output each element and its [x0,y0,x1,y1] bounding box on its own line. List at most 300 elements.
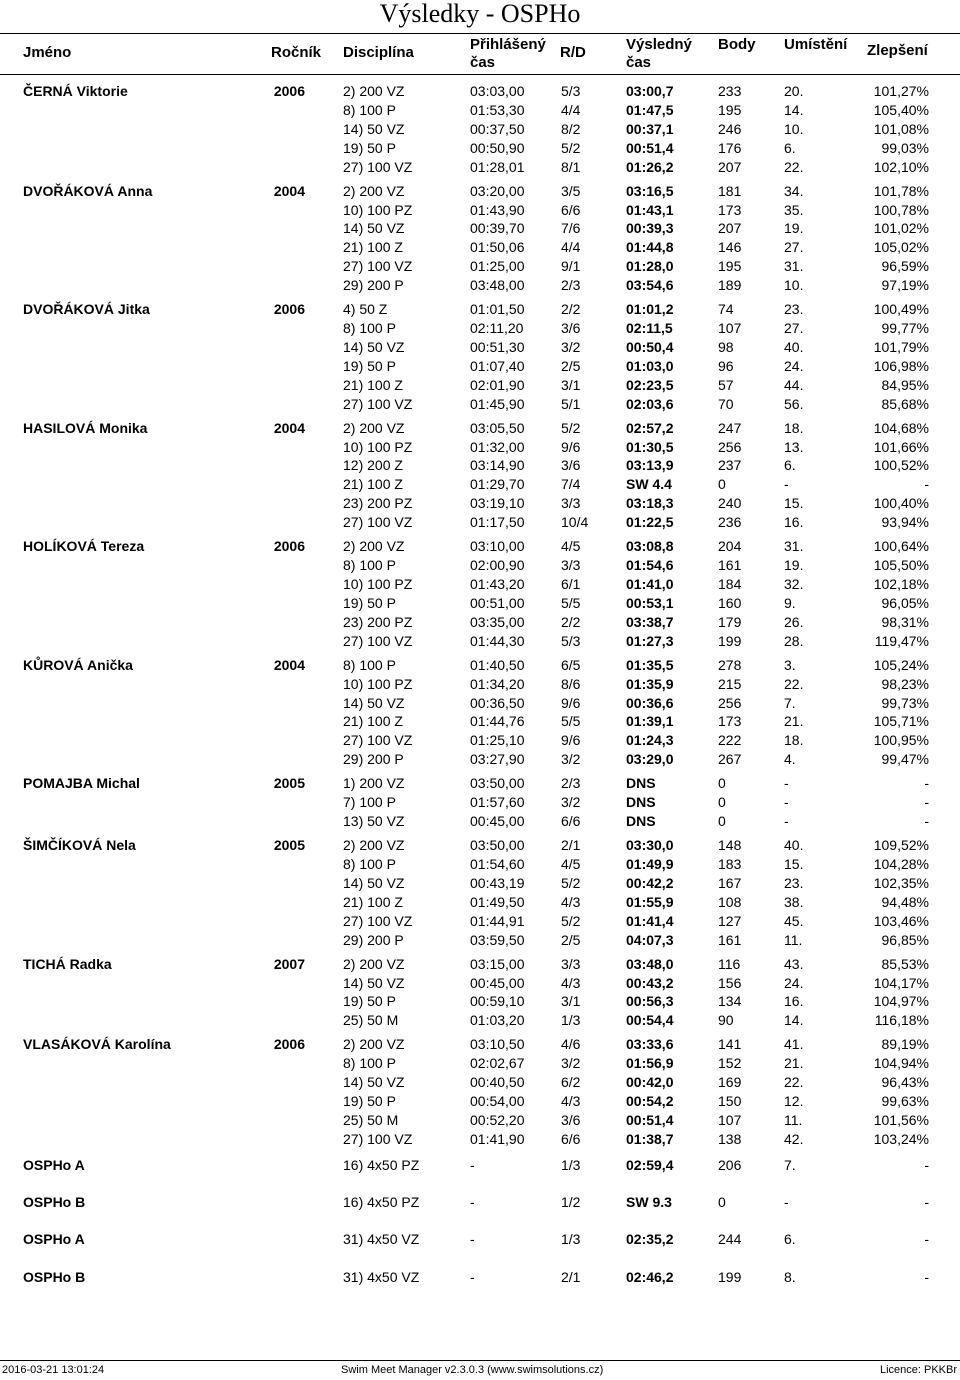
swimmer-name: DVOŘÁKOVÁ Jitka [23,301,150,318]
improvement: - [924,794,929,811]
result-row [0,1092,960,1111]
swimmer-name: OSPHo A [23,1231,85,1248]
round-lane: 6/6 [561,1130,581,1147]
event: 14) 50 VZ [343,1074,405,1091]
improvement: 105,02% [873,239,929,256]
result-row [0,855,960,874]
round-lane: 9/6 [561,732,581,749]
result-row [0,357,960,376]
swimmer-name: ŠIMČÍKOVÁ Nela [23,837,136,854]
result-row [0,613,960,632]
result-row [0,992,960,1011]
result-time: 02:59,4 [626,1156,674,1173]
place: 28. [784,632,804,649]
points: 0 [718,1194,726,1211]
result-row [0,537,960,556]
round-lane: 4/5 [561,856,581,873]
entry-time: 01:01,50 [470,301,525,318]
event: 2) 200 VZ [343,955,405,972]
result-time: 01:44,8 [626,239,674,256]
round-lane: 4/3 [561,893,581,910]
result-row [0,257,960,276]
improvement: 101,66% [873,438,929,455]
points: 156 [718,974,742,991]
result-time: 00:56,3 [626,993,674,1010]
place: 18. [784,419,804,436]
event: 16) 4x50 PZ [343,1194,420,1211]
result-time: 02:23,5 [626,376,674,393]
place: 31. [784,538,804,555]
place: - [784,775,789,792]
entry-time: 03:50,00 [470,775,525,792]
round-lane: 3/3 [561,495,581,512]
improvement: 106,98% [873,357,929,374]
event: 19) 50 P [343,139,396,156]
result-row [0,594,960,613]
event: 31) 4x50 VZ [343,1231,420,1248]
round-lane: 9/6 [561,694,581,711]
points: 70 [718,395,734,412]
place: 10. [784,120,804,137]
entry-time: 01:43,90 [470,201,525,218]
event: 2) 200 VZ [343,1036,405,1053]
result-row [0,694,960,713]
place: 22. [784,675,804,692]
round-lane: 7/6 [561,220,581,237]
place: 10. [784,277,804,294]
points: 195 [718,258,742,275]
event: 10) 100 PZ [343,576,413,593]
swimmer-name: DVOŘÁKOVÁ Anna [23,182,153,199]
event: 1) 200 VZ [343,775,405,792]
event: 14) 50 VZ [343,874,405,891]
round-lane: 2/3 [561,775,581,792]
entry-time: 03:20,00 [470,182,525,199]
round-lane: 5/3 [561,83,581,99]
round-lane: 1/3 [561,1156,581,1173]
result-time: SW 9.3 [626,1194,672,1211]
event: 21) 100 Z [343,239,403,256]
round-lane: 5/3 [561,632,581,649]
improvement: 105,71% [873,713,929,730]
result-row [0,219,960,238]
event: 19) 50 P [343,993,396,1010]
points: 256 [718,694,742,711]
improvement: 101,56% [873,1112,929,1128]
result-time: 00:43,2 [626,974,674,991]
points: 176 [718,139,742,156]
improvement: 96,85% [881,931,929,948]
points: 236 [718,514,742,531]
result-time: DNS [626,775,656,792]
entry-time: 02:01,90 [470,376,525,393]
place: 41. [784,1036,804,1053]
place: 35. [784,201,804,218]
improvement: 100,78% [873,201,929,218]
result-time: 00:36,6 [626,694,674,711]
event: 29) 200 P [343,277,404,294]
result-row [0,974,960,993]
improvement: 109,52% [873,837,929,854]
entry-time: 03:03,00 [470,83,525,99]
place: 31. [784,258,804,275]
result-time: 00:39,3 [626,220,674,237]
entry-time: 00:45,00 [470,813,525,830]
place: 27. [784,239,804,256]
entry-time: 01:54,60 [470,856,525,873]
improvement: - [924,1156,929,1173]
event: 27) 100 VZ [343,632,413,649]
entry-time: 01:49,50 [470,893,525,910]
result-time: 00:51,4 [626,139,674,156]
improvement: 84,95% [881,376,929,393]
round-lane: 4/3 [561,1093,581,1110]
points: 57 [718,376,734,393]
points: 244 [718,1231,742,1248]
points: 0 [718,775,726,792]
result-row [0,712,960,731]
event: 4) 50 Z [343,301,388,318]
improvement: 105,24% [873,656,929,673]
result-row [0,139,960,158]
result-time: 01:41,0 [626,576,674,593]
birth-year: 2006 [273,538,305,555]
place: 23. [784,301,804,318]
birth-year: 2005 [273,775,305,792]
result-time: 03:38,7 [626,613,674,630]
round-lane: 9/1 [561,258,581,275]
result-row [0,319,960,338]
result-row [0,632,960,651]
event: 21) 100 Z [343,376,403,393]
entry-time: 00:54,00 [470,1093,525,1110]
points: 161 [718,557,742,574]
result-row [0,1193,960,1212]
round-lane: 6/5 [561,656,581,673]
round-lane: 3/2 [561,338,581,355]
event: 23) 200 PZ [343,495,413,512]
place: 12. [784,1093,804,1110]
event: 2) 200 VZ [343,419,405,436]
result-time: 00:53,1 [626,594,674,611]
entry-time: 01:41,90 [470,1130,525,1147]
event: 27) 100 VZ [343,514,413,531]
improvement: 101,27% [873,83,929,99]
result-row [0,120,960,139]
event: 8) 100 P [343,320,396,337]
improvement: 101,02% [873,220,929,237]
improvement: 104,94% [873,1055,929,1072]
result-row [0,955,960,974]
points: 169 [718,1074,742,1091]
round-lane: 2/5 [561,931,581,948]
round-lane: 4/6 [561,1036,581,1053]
round-lane: 5/2 [561,139,581,156]
result-row [0,494,960,513]
result-time: 01:24,3 [626,732,674,749]
round-lane: 7/4 [561,476,581,493]
improvement: 100,49% [873,301,929,318]
place: 7. [784,694,796,711]
entry-time: 01:25,00 [470,258,525,275]
result-time: 03:33,6 [626,1036,674,1053]
improvement: 99,77% [881,320,929,337]
swimmer-name: POMAJBA Michal [23,775,140,792]
round-lane: 5/2 [561,874,581,891]
entry-time: 00:51,00 [470,594,525,611]
place: 43. [784,955,804,972]
page-footer [0,1360,960,1380]
event: 14) 50 VZ [343,694,405,711]
improvement: 96,43% [881,1074,929,1091]
round-lane: 8/6 [561,675,581,692]
points: 108 [718,893,742,910]
result-row [0,1011,960,1030]
round-lane: 4/5 [561,538,581,555]
round-lane: 8/2 [561,120,581,137]
entry-time: 01:07,40 [470,357,525,374]
page-title: Výsledky - OSPHo [379,0,581,28]
place: 23. [784,874,804,891]
improvement: 104,28% [873,856,929,873]
col-header-place: Umístění [784,36,848,53]
col-header-event: Disciplína [343,44,414,61]
improvement: 100,40% [873,495,929,512]
result-time: 00:50,4 [626,338,674,355]
place: 32. [784,576,804,593]
result-row [0,101,960,120]
event: 19) 50 P [343,357,396,374]
birth-year: 2007 [273,955,305,972]
round-lane: 3/2 [561,794,581,811]
result-row [0,556,960,575]
result-row [0,300,960,319]
points: 90 [718,1012,734,1029]
event: 21) 100 Z [343,713,403,730]
place: 19. [784,557,804,574]
entry-time: 01:44,30 [470,632,525,649]
round-lane: 3/6 [561,1112,581,1128]
points: 98 [718,338,734,355]
round-lane: 3/1 [561,993,581,1010]
entry-time: 03:27,90 [470,751,525,768]
place: 34. [784,182,804,199]
result-time: 03:54,6 [626,277,674,294]
event: 27) 100 VZ [343,912,413,929]
entry-time: 00:50,90 [470,139,525,156]
result-time: 01:22,5 [626,514,674,531]
place: 18. [784,732,804,749]
entry-time: 01:43,20 [470,576,525,593]
result-row [0,158,960,177]
improvement: 102,10% [873,158,929,175]
entry-time: 01:03,20 [470,1012,525,1029]
entry-time: 00:52,20 [470,1112,525,1128]
entry-time: 00:40,50 [470,1074,525,1091]
place: 56. [784,395,804,412]
result-time: 01:55,9 [626,893,674,910]
event: 14) 50 VZ [343,120,405,137]
result-time: 01:35,5 [626,656,674,673]
round-lane: 5/5 [561,713,581,730]
points: 167 [718,874,742,891]
result-time: 01:39,1 [626,713,674,730]
round-lane: 3/3 [561,955,581,972]
improvement: 96,59% [881,258,929,275]
place: 11. [784,1112,803,1128]
entry-time: 00:59,10 [470,993,525,1010]
col-header-name: Jméno [23,44,72,61]
points: 179 [718,613,742,630]
result-row [0,874,960,893]
place: 11. [784,931,803,948]
points: 0 [718,476,726,493]
result-row [0,675,960,694]
round-lane: 5/5 [561,594,581,611]
result-time: 02:46,2 [626,1269,674,1286]
swimmer-name: OSPHo B [23,1194,86,1211]
improvement: 96,05% [881,594,929,611]
result-row [0,513,960,532]
birth-year: 2005 [273,837,305,854]
place: 6. [784,457,796,474]
improvement: 94,48% [881,893,929,910]
result-time: 01:30,5 [626,438,674,455]
entry-time: 02:00,90 [470,557,525,574]
improvement: - [924,775,929,792]
place: 42. [784,1130,804,1147]
result-row [0,1230,960,1249]
place: 6. [784,139,796,156]
birth-year: 2006 [273,301,305,318]
improvement: - [924,1269,929,1286]
event: 31) 4x50 VZ [343,1269,420,1286]
points: 206 [718,1156,742,1173]
points: 107 [718,1112,742,1128]
result-time: DNS [626,813,656,830]
entry-time: 03:05,50 [470,419,525,436]
improvement: 99,73% [881,694,929,711]
points: 222 [718,732,742,749]
points: 237 [718,457,742,474]
event: 8) 100 P [343,656,396,673]
improvement: 100,52% [873,457,929,474]
result-row [0,793,960,812]
result-row [0,836,960,855]
result-time: 03:08,8 [626,538,674,555]
place: 24. [784,974,804,991]
place: - [784,476,789,493]
entry-time: - [470,1269,475,1286]
event: 27) 100 VZ [343,395,413,412]
result-row [0,82,960,101]
round-lane: 9/6 [561,438,581,455]
result-row [0,456,960,475]
place: 4. [784,751,796,768]
place: 13. [784,438,804,455]
points: 207 [718,220,742,237]
result-time: 01:47,5 [626,101,674,118]
round-lane: 2/3 [561,277,581,294]
event: 19) 50 P [343,1093,396,1110]
improvement: 101,78% [873,182,929,199]
improvement: - [924,813,929,830]
table-header [0,33,960,75]
birth-year: 2006 [273,1036,305,1053]
round-lane: 4/4 [561,101,581,118]
result-time: 03:29,0 [626,751,674,768]
event: 14) 50 VZ [343,338,405,355]
result-time: 01:35,9 [626,675,674,692]
points: 96 [718,357,734,374]
improvement: - [924,1194,929,1211]
entry-time: 00:36,50 [470,694,525,711]
place: 21. [784,713,804,730]
improvement: 85,53% [881,955,929,972]
place: 15. [784,856,804,873]
place: 22. [784,158,804,175]
round-lane: 1/2 [561,1194,581,1211]
place: 15. [784,495,804,512]
result-time: 04:07,3 [626,931,674,948]
round-lane: 2/1 [561,837,581,854]
points: 247 [718,419,742,436]
result-row [0,419,960,438]
improvement: 98,23% [881,675,929,692]
event: 29) 200 P [343,751,404,768]
event: 25) 50 M [343,1012,399,1029]
round-lane: 3/1 [561,376,581,393]
round-lane: 3/6 [561,457,581,474]
improvement: 104,17% [873,974,929,991]
round-lane: 8/1 [561,158,581,175]
round-lane: 6/6 [561,813,581,830]
improvement: 116,18% [874,1012,929,1029]
points: 246 [718,120,742,137]
improvement: 105,50% [873,557,929,574]
entry-time: 00:43,19 [470,874,525,891]
place: 44. [784,376,804,393]
birth-year: 2006 [273,83,305,99]
improvement: 100,64% [873,538,929,555]
place: 38. [784,893,804,910]
points: 141 [718,1036,742,1053]
improvement: 89,19% [881,1036,929,1053]
entry-time: 01:50,06 [470,239,525,256]
place: 24. [784,357,804,374]
round-lane: 5/2 [561,912,581,929]
place: 40. [784,338,804,355]
result-time: 01:49,9 [626,856,674,873]
points: 146 [718,239,742,256]
entry-time: 01:57,60 [470,794,525,811]
result-row [0,238,960,257]
event: 10) 100 PZ [343,675,413,692]
place: 20. [784,83,804,99]
points: 195 [718,101,742,118]
entry-time: 01:32,00 [470,438,525,455]
result-time: 02:03,6 [626,395,674,412]
improvement: - [924,1231,929,1248]
points: 256 [718,438,742,455]
place: 7. [784,1156,796,1173]
result-row [0,750,960,769]
place: 40. [784,837,804,854]
result-time: 03:30,0 [626,837,674,854]
result-row [0,395,960,414]
col-header-year: Ročník [271,44,322,61]
entry-time: 03:15,00 [470,955,525,972]
